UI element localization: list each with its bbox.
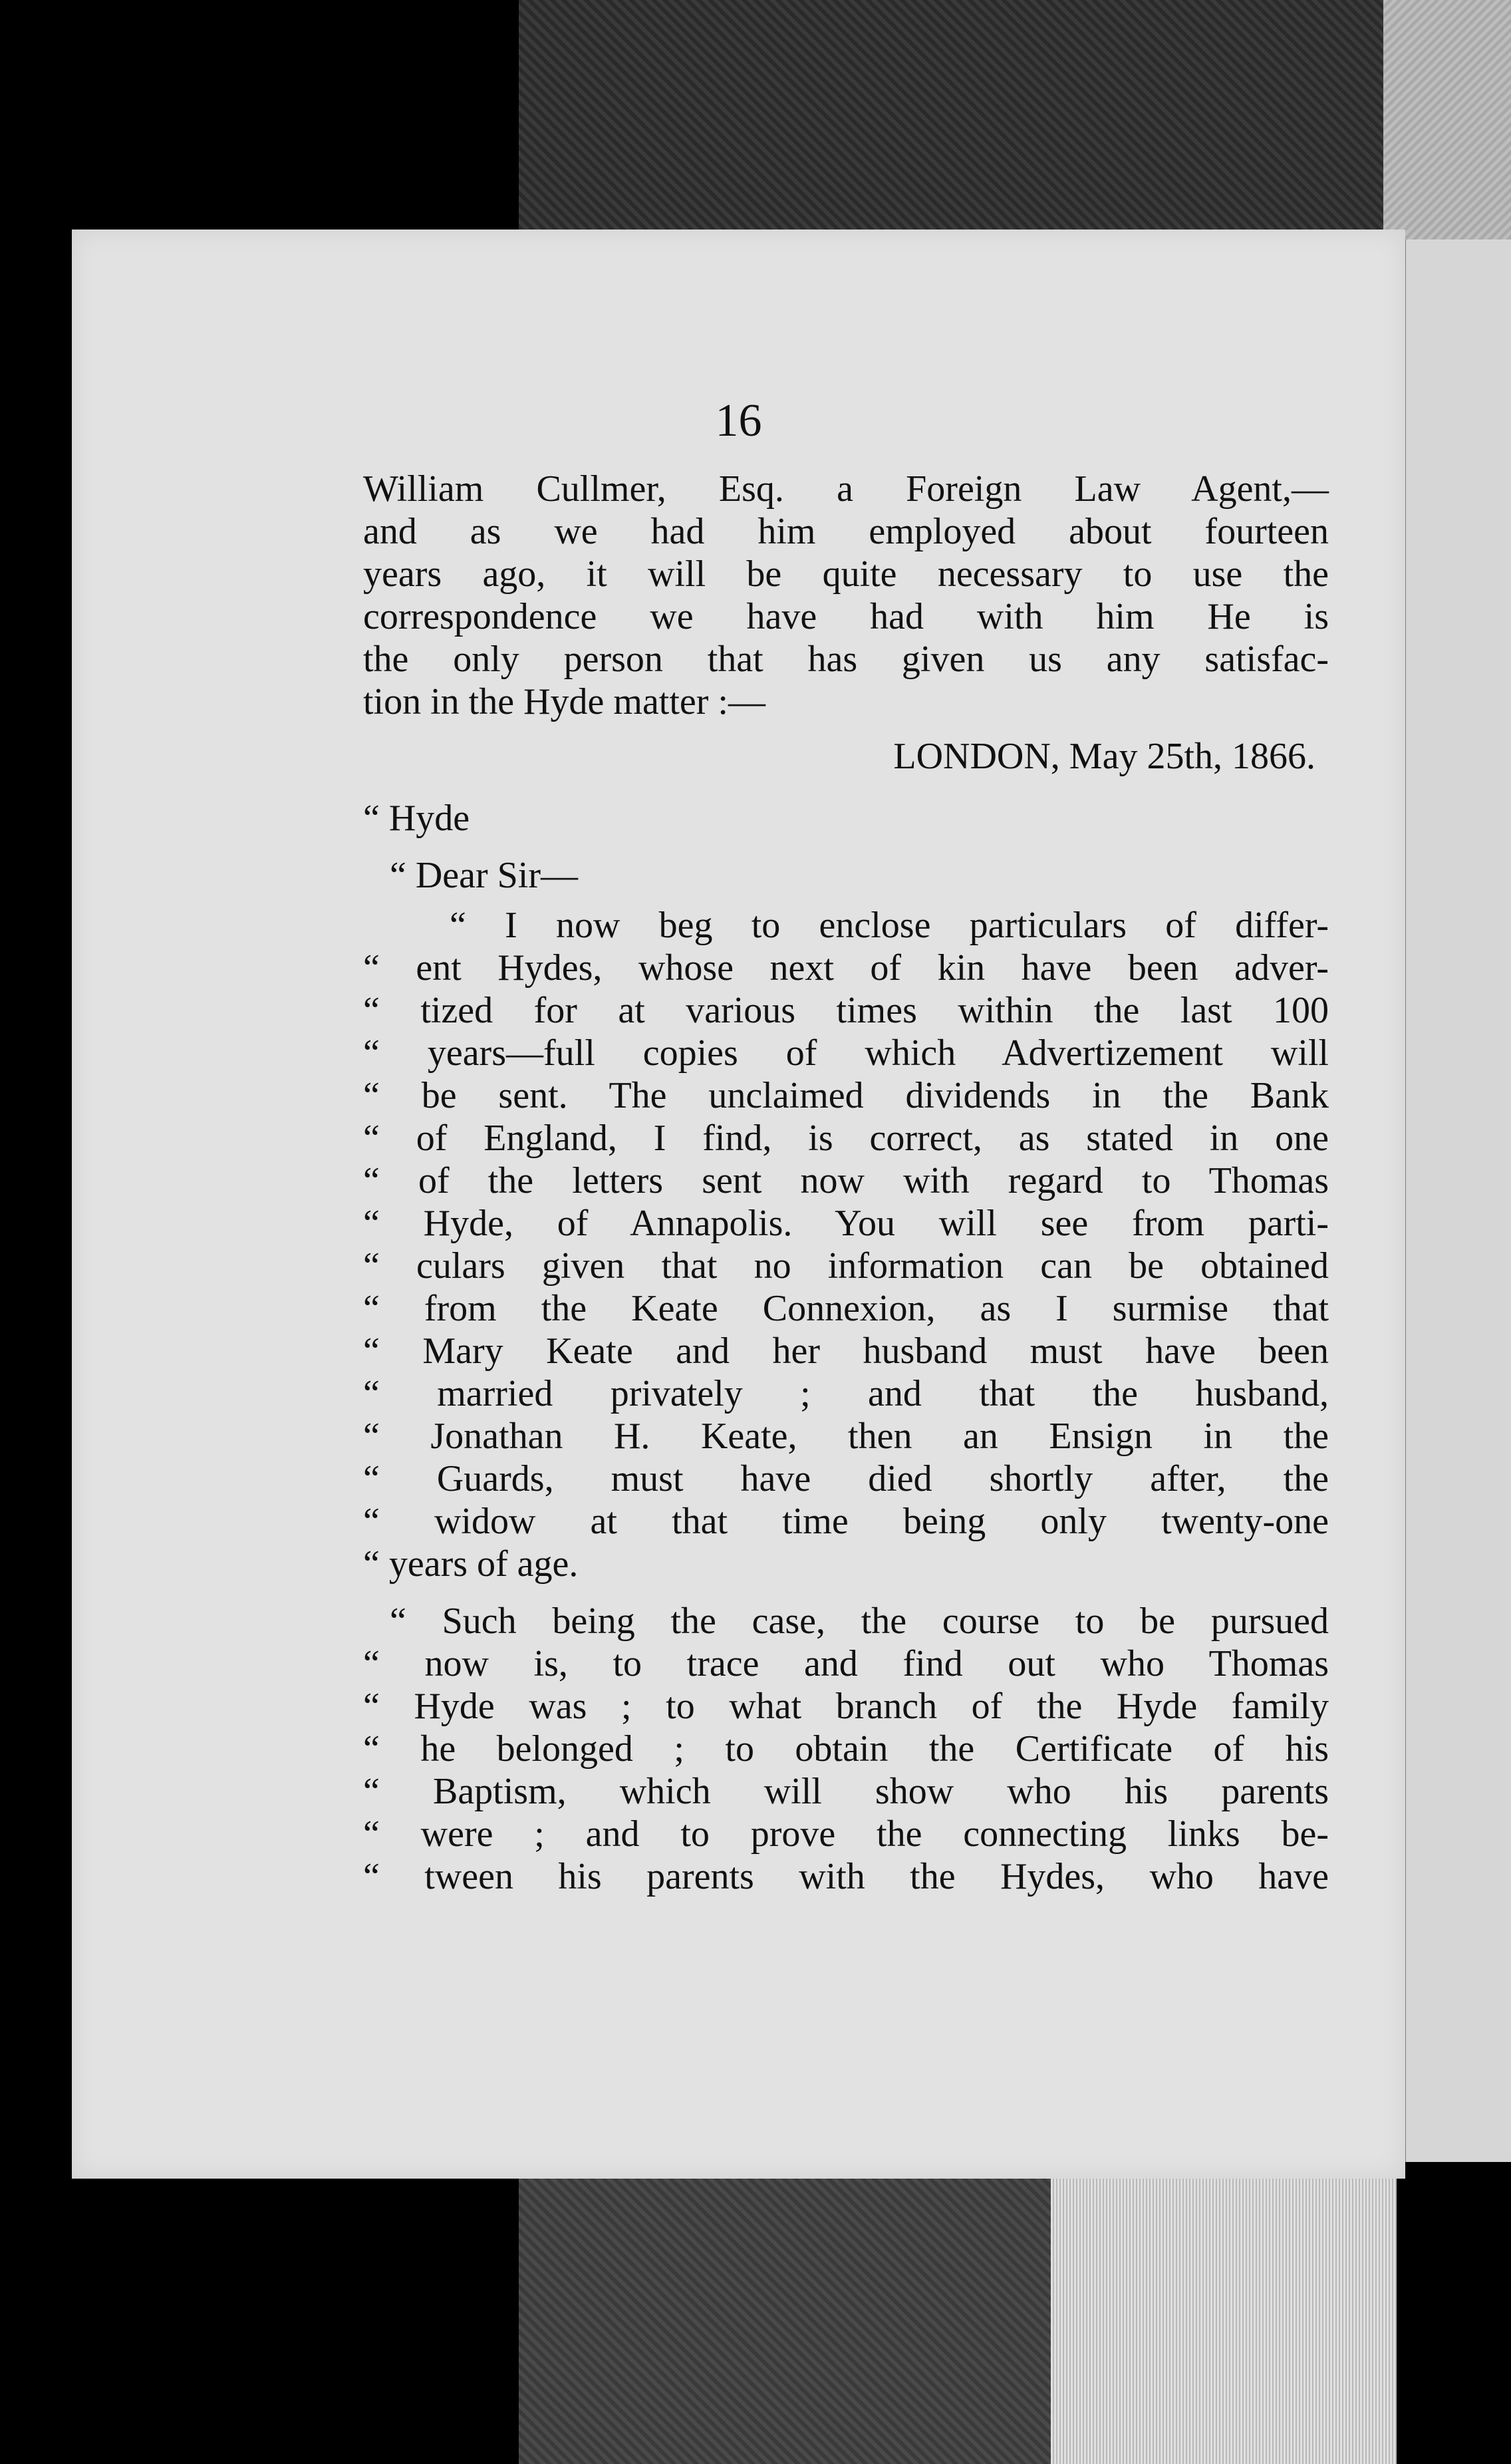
paragraph-gap [363,1585,1329,1600]
letter-line: “ Mary Keate and her husband must have been [363,1330,1329,1372]
letter-line: “ from the Keate Connexion, as I surmise that [363,1288,1329,1329]
letter-line: “ Baptism, which will show who his parents [363,1771,1329,1812]
letter-line: “ tween his parents with the Hydes, who have [363,1856,1329,1897]
letter-line: “ now is, to trace and find out who Thomas [363,1643,1329,1684]
intro-line: years ago, it will be quite necessary to use the [363,553,1329,595]
letter-line: “ be sent. The unclaimed dividends in the Bank [363,1075,1329,1116]
letter-line: “ Guards, must have died shortly after, the [363,1458,1329,1499]
intro-line: and as we had him employed about fourteen [363,511,1329,552]
intro-line: William Cullmer, Esq. a Foreign Law Agent,— [363,468,1329,510]
letter-line: “ I now beg to enclose particulars of differ- [450,905,1329,946]
intro-line: tion in the Hyde matter :— [363,681,765,722]
letter-line: “ years of age. [363,1543,579,1585]
letter-line: “ of the letters sent now with regard to Thomas [363,1160,1329,1201]
page-number: 16 [715,395,762,446]
binding-strip-top [519,0,1423,246]
letter-line: “ Hyde was ; to what branch of the Hyde family [363,1686,1329,1727]
letter-line: “ Such being the case, the course to be pursued [390,1601,1329,1642]
salutation-hyde: “ Hyde [363,798,470,839]
letter-line: “ ent Hydes, whose next of kin have been adver- [363,947,1329,989]
letter-line: “ of England, I find, is correct, as stated in one [363,1118,1329,1159]
salutation-dear-sir: “ Dear Sir— [390,855,579,896]
letter-line: “ Jonathan H. Keate, then an Ensign in the [363,1416,1329,1457]
letter-line: “ he belonged ; to obtain the Certificate of his [363,1728,1329,1770]
intro-line: correspondence we have had with him He is [363,596,1329,637]
letter-line: “ widow at that time being only twenty-one [363,1501,1329,1542]
letter-line: “ culars given that no information can be obtained [363,1245,1329,1287]
adjacent-page-edge [1403,239,1511,2162]
document-page [72,230,1405,2179]
letter-line: “ tized for at various times within the last 100 [363,990,1329,1031]
letter-line: “ years—full copies of which Advertizement will [363,1032,1329,1074]
letter-line: “ were ; and to prove the connecting links be- [363,1813,1329,1855]
body-text [363,468,1329,1898]
binding-strip-bottom-light [1051,2162,1397,2464]
letter-line: “ married privately ; and that the husband, [363,1373,1329,1414]
letter-line: “ Hyde, of Annapolis. You will see from parti- [363,1203,1329,1244]
dateline: LONDON, May 25th, 1866. [893,736,1315,777]
intro-line: the only person that has given us any satisfac- [363,639,1329,680]
